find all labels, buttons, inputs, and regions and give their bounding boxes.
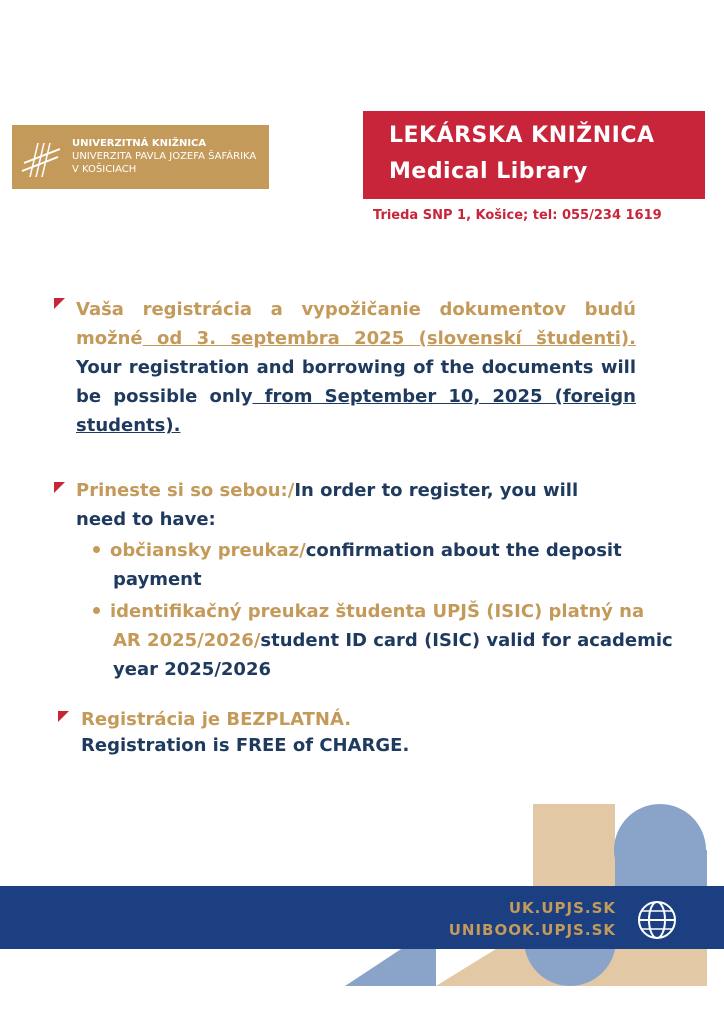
free-en: Registration is FREE of CHARGE. [81, 735, 410, 756]
registration-en-date: from September 10, 2025 (foreign students). [76, 386, 637, 436]
requirement-sk: občiansky preukaz/ [110, 540, 306, 561]
free-sk: Registrácia je BEZPLATNÁ. [81, 709, 352, 730]
requirements-sk: Prineste si so sebou:/ [76, 480, 295, 501]
footer-links [449, 897, 616, 941]
globe-icon [637, 900, 677, 940]
requirement-en: student ID card (ISIC) valid for academic year 2025/2026 [113, 630, 673, 680]
registration-sk-date: od 3. septembra 2025 (slovenskí študenti). [142, 328, 636, 349]
requirement-sk: identifikačný preukaz študenta UPJŠ (ISIC) platný na AR 2025/2026/ [110, 601, 645, 651]
registration-en-text: Your registration and borrowing of the documents will be possible only [76, 357, 636, 407]
logo-line3: V KOŠICIACH [72, 164, 137, 175]
address-line: Trieda SNP 1, Košice; tel: 055/234 1619 [373, 208, 662, 223]
unibook-link[interactable]: UNIBOOK.UPJS.SK [448, 921, 616, 939]
requirement-en: confirmation about the deposit payment [113, 540, 622, 590]
logo-line2: UNIVERZITA PAVLA JOZEFA ŠAFÁRIKA [72, 151, 257, 162]
requirements-en: In order to register, you will need to have: [76, 480, 579, 530]
title-english: Medical Library [389, 159, 588, 184]
title-slovak: LEKÁRSKA KNIŽNICA [389, 123, 655, 148]
registration-sk-text: Vaša registrácia a vypožičanie dokumentov budú možné [76, 299, 636, 349]
logo-line1: UNIVERZITNÁ KNIŽNICA [72, 138, 207, 149]
website-link[interactable]: UK.UPJS.SK [508, 899, 616, 917]
